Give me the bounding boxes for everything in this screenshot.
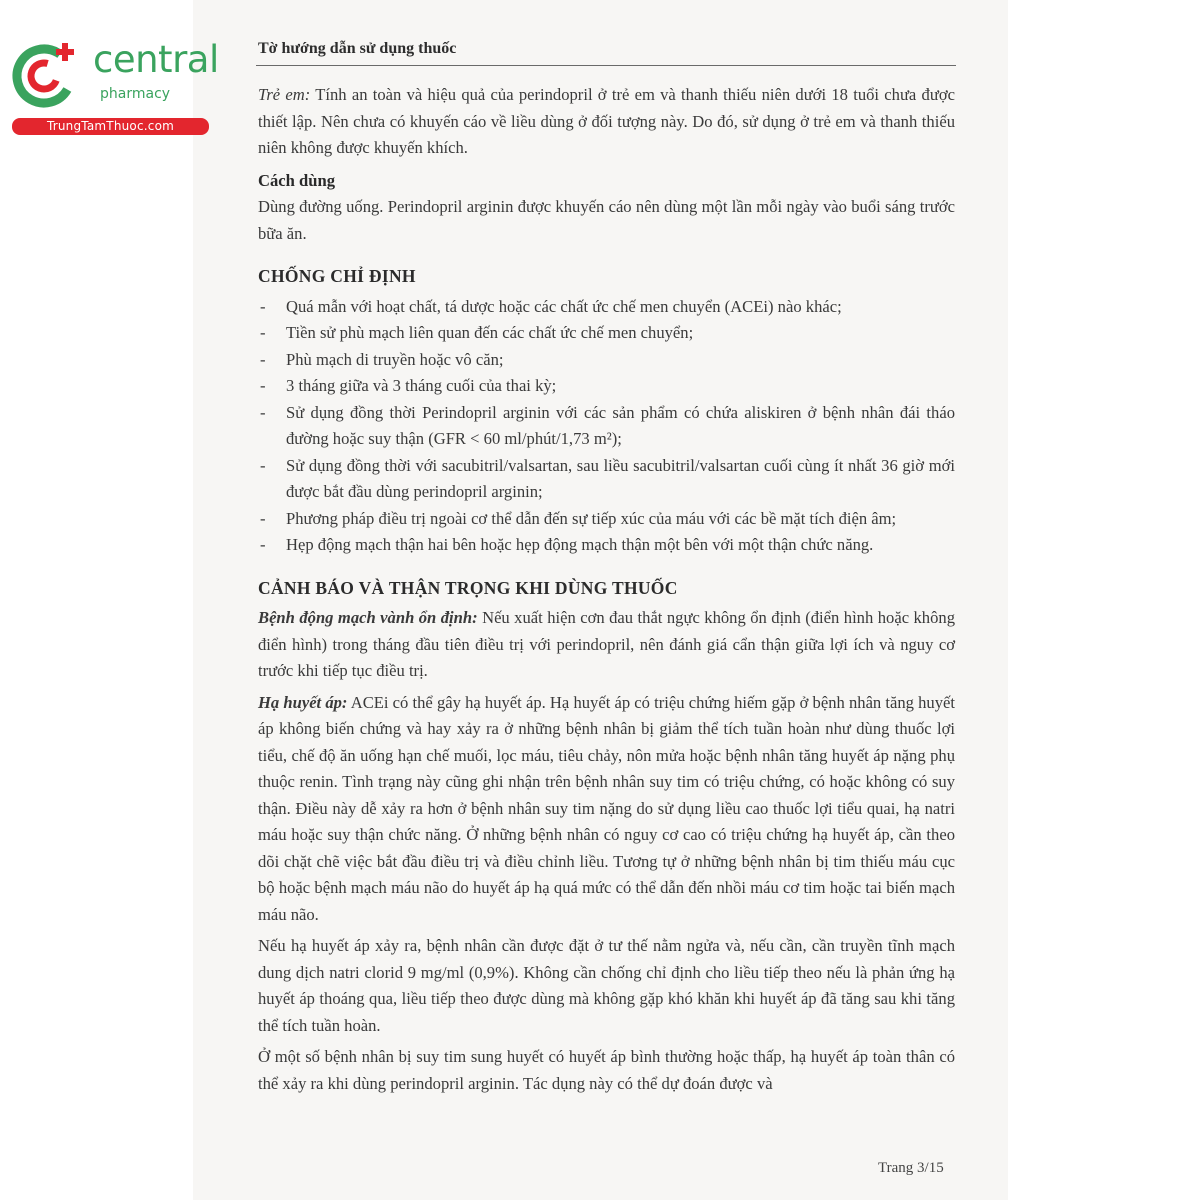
- cad-lead: Bệnh động mạch vành ổn định:: [258, 608, 478, 627]
- logo-subtitle: pharmacy: [100, 86, 171, 102]
- list-item: - 3 tháng giữa và 3 tháng cuối của thai kỳ;: [258, 373, 955, 400]
- header-divider: [256, 65, 956, 66]
- list-item: - Phù mạch di truyền hoặc vô căn;: [258, 347, 955, 374]
- cad-paragraph: [258, 605, 955, 685]
- page-margin-right: [1008, 0, 1200, 1200]
- hypotension-paragraph: [258, 690, 955, 929]
- contraindications-list: [258, 294, 955, 559]
- list-item: - Phương pháp điều trị ngoài cơ thể dẫn đến sự tiếp xúc của máu với các bề mặt tích điện âm;: [258, 506, 955, 533]
- cad-text: Nếu xuất hiện cơn đau thắt ngực không ổn định (điển hình hoặc không điển hình) trong tháng đầu tiên điều trị với perindopril, nên đánh giá cẩn thận giữa lợi ích và nguy cơ trước khi tiếp tục điều trị.: [258, 608, 955, 680]
- children-text: Tính an toàn và hiệu quả của perindopril ở trẻ em và thanh thiếu niên dưới 18 tuổi chưa được thiết lập. Nên chưa có khuyến cáo về liều dùng ở đối tượng này. Do đó, sử dụng ở trẻ em và thanh thiếu niên không được khuyến khích.: [258, 85, 955, 157]
- pharmacy-logo-icon: [10, 38, 82, 110]
- hypotension-lead: Hạ huyết áp:: [258, 692, 348, 712]
- list-item: - Hẹp động mạch thận hai bên hoặc hẹp động mạch thận một bên với một thận chức năng.: [258, 532, 955, 559]
- hypotension-management-paragraph: Nếu hạ huyết áp xảy ra, bệnh nhân cần được đặt ở tư thế nằm ngửa và, nếu cần, cần truyền tĩnh mạch dung dịch natri clorid 9 mg/ml (0,9%). Không cần chống chỉ định cho liều tiếp theo nếu là phản ứng hạ huyết áp thoáng qua, liều tiếp theo được dùng mà không gặp khó khăn khi huyết áp đã tăng sau khi tăng thể tích tuần hoàn.: [258, 936, 955, 1035]
- usage-text: Dùng đường uống. Perindopril arginin được khuyến cáo nên dùng một lần mỗi ngày vào buổi sáng trước bữa ăn.: [258, 197, 955, 243]
- warnings-heading: CẢNH BÁO VÀ THẬN TRỌNG KHI DÙNG THUỐC: [258, 577, 678, 598]
- logo-site-banner: TrungTamThuoc.com: [12, 118, 209, 135]
- heart-failure-paragraph: Ở một số bệnh nhân bị suy tim sung huyết có huyết áp bình thường hoặc thấp, hạ huyết áp toàn thân có thể xảy ra khi dùng perindopril arginin. Tác dụng này có thể dự đoán được và: [258, 1047, 955, 1093]
- list-item: - Quá mẫn với hoạt chất, tá dược hoặc các chất ức chế men chuyển (ACEi) nào khác;: [258, 294, 955, 321]
- children-paragraph: [258, 82, 955, 162]
- page-number: Trang 3/15: [878, 1160, 944, 1176]
- list-item: - Tiền sử phù mạch liên quan đến các chất ức chế men chuyển;: [258, 320, 955, 347]
- logo-wordmark: central: [93, 38, 219, 81]
- list-item: - Sử dụng đồng thời Perindopril arginin với các sản phẩm có chứa aliskiren ở bệnh nhân đái tháo đường hoặc suy thận (GFR < 60 ml/phút/1,73 m²);: [258, 400, 955, 453]
- hypotension-text: ACEi có thể gây hạ huyết áp. Hạ huyết áp có triệu chứng hiếm gặp ở bệnh nhân tăng huyết áp không biến chứng và hay xảy ra ở những bệnh nhân bị giảm thể tích tuần hoàn như dùng thuốc lợi tiểu, chế độ ăn uống hạn chế muối, lọc máu, tiêu chảy, nôn mửa hoặc bệnh nhân tăng huyết áp nặng phụ thuộc renin. Tình trạng này cũng ghi nhận trên bệnh nhân suy tim có triệu chứng, có hoặc không có suy thận. Điều này dễ xảy ra hơn ở bệnh nhân suy tim nặng do sử dụng liều cao thuốc lợi tiểu quai, hạ natri máu hoặc suy thận chức năng. Ở những bệnh nhân có nguy cơ cao có triệu chứng hạ huyết áp, cần theo dõi chặt chẽ việc bắt đầu điều trị và điều chỉnh liều. Tương tự ở những bệnh nhân bị tim thiếu máu cục bộ hoặc bệnh mạch máu não do huyết áp hạ quá mức có thể dẫn đến nhồi máu cơ tim hoặc tai biến mạch máu não.: [258, 692, 956, 924]
- contraindications-heading: CHỐNG CHỈ ĐỊNH: [258, 266, 416, 286]
- children-lead: Trẻ em:: [258, 85, 311, 104]
- usage-heading: Cách dùng: [258, 170, 336, 190]
- document-body: [258, 82, 955, 1097]
- list-item: - Sử dụng đồng thời với sacubitril/valsartan, sau liều sacubitril/valsartan cuối cùng ít nhất 36 giờ mới được bắt đầu dùng perindopril arginin;: [258, 453, 955, 506]
- document-header-title: Tờ hướng dẫn sử dụng thuốc: [258, 40, 457, 57]
